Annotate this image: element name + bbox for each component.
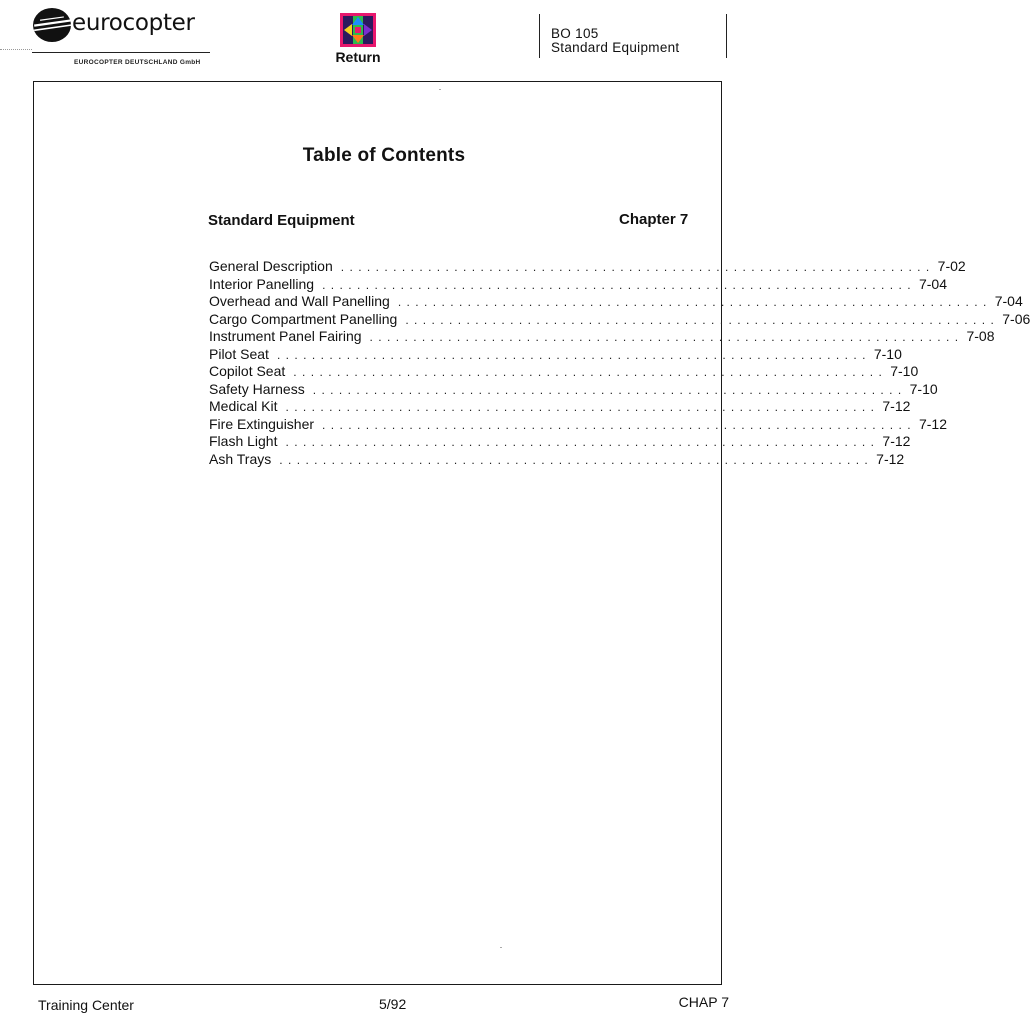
- toc-entry-flash-light[interactable]: [209, 433, 911, 451]
- toc-entry-overhead-wall-panelling[interactable]: [209, 293, 1023, 311]
- doc-model: BO 105: [551, 26, 599, 41]
- section-heading: Standard Equipment: [208, 212, 355, 229]
- dot-leader: ....................................................................: [293, 365, 888, 379]
- toc-entry-page: 7-10: [909, 380, 938, 397]
- toc-entry-pilot-seat[interactable]: [209, 345, 902, 364]
- footer-chapter: CHAP 7: [678, 994, 729, 1010]
- toc-entry-label: General Description: [209, 258, 333, 274]
- toc-entry-label: Cargo Compartment Panelling: [209, 310, 398, 327]
- logo-text: eurocopter: [72, 10, 195, 36]
- toc-entry-copilot-seat[interactable]: [209, 363, 919, 381]
- toc-entry-label: Pilot Seat: [209, 345, 269, 362]
- toc-entry-page: 7-12: [876, 450, 905, 467]
- toc-entry-label: Interior Panelling: [209, 275, 315, 292]
- company-logo: [32, 6, 212, 66]
- toc-entry-page: 7-02: [937, 258, 966, 274]
- dot-leader: ....................................................................: [279, 452, 874, 467]
- toc-entry-safety-harness[interactable]: [209, 380, 938, 399]
- toc-entry-label: Overhead and Wall Panelling: [209, 293, 390, 309]
- toc-entry-page: 7-04: [918, 275, 948, 292]
- toc-entry-page: 7-12: [918, 415, 947, 432]
- return-arrows-icon[interactable]: [340, 13, 376, 47]
- dot-leader: ....................................................................: [322, 277, 916, 292]
- toc-entry-label: Instrument Panel Fairing: [209, 328, 362, 344]
- toc-entry-medical-kit[interactable]: [209, 398, 911, 416]
- toc-entry-page: 7-08: [966, 328, 995, 344]
- toc-entry-label: Fire Extinguisher: [209, 415, 315, 432]
- dot-leader: ....................................................................: [312, 382, 907, 397]
- dot-leader: ....................................................................: [276, 347, 871, 362]
- toc-entry-cargo-compartment-panelling[interactable]: [209, 310, 1030, 329]
- toc-entry-fire-extinguisher[interactable]: [209, 415, 947, 434]
- document-identifier: [539, 14, 727, 60]
- toc-entry-interior-panelling[interactable]: [209, 275, 948, 294]
- scan-speck: [500, 947, 502, 948]
- scan-speck: [439, 89, 441, 90]
- company-subtitle: EUROCOPTER DEUTSCHLAND GmbH: [74, 59, 201, 66]
- dot-leader: ....................................................................: [285, 400, 880, 414]
- toc-entry-page: 7-06: [1002, 310, 1030, 327]
- doc-id-divider-left: [539, 14, 540, 58]
- toc-entry-label: Copilot Seat: [209, 363, 286, 379]
- toc-entry-label: Flash Light: [209, 433, 278, 449]
- toc-entry-page: 7-10: [873, 345, 902, 362]
- doc-id-divider-right: [726, 14, 727, 58]
- doc-subject: Standard Equipment: [551, 40, 680, 55]
- toc-entry-general-description[interactable]: [209, 258, 966, 276]
- dot-leader: ....................................................................: [322, 417, 916, 432]
- toc-entry-label: Medical Kit: [209, 398, 278, 414]
- footer-page-date: 5/92: [379, 996, 407, 1012]
- toc-entry-page: 7-12: [882, 398, 911, 414]
- return-label[interactable]: Return: [335, 49, 381, 65]
- toc-entry-label: Ash Trays: [209, 450, 272, 467]
- eurocopter-logo-icon: [32, 6, 72, 44]
- chapter-heading: Chapter 7: [619, 211, 689, 228]
- toc-entry-page: 7-12: [882, 433, 911, 449]
- dot-leader: ....................................................................: [369, 330, 964, 344]
- dot-leader: ....................................................................: [285, 435, 880, 449]
- dot-leader: ....................................................................: [397, 295, 992, 309]
- footer-training-center: Training Center: [38, 997, 134, 1013]
- dot-leader: ....................................................................: [405, 312, 1000, 327]
- logo-divider: [32, 52, 210, 53]
- toc-entry-ash-trays[interactable]: [209, 450, 905, 469]
- toc-entry-page: 7-10: [890, 363, 919, 379]
- toc-list: [209, 258, 1030, 468]
- margin-dotted-rule: [0, 49, 32, 50]
- toc-entry-page: 7-04: [994, 293, 1023, 309]
- dot-leader: ....................................................................: [340, 260, 935, 274]
- return-button[interactable]: [328, 13, 388, 65]
- page-title: Table of Contents: [302, 145, 466, 166]
- toc-entry-label: Safety Harness: [209, 380, 305, 397]
- toc-entry-instrument-panel-fairing[interactable]: [209, 328, 995, 346]
